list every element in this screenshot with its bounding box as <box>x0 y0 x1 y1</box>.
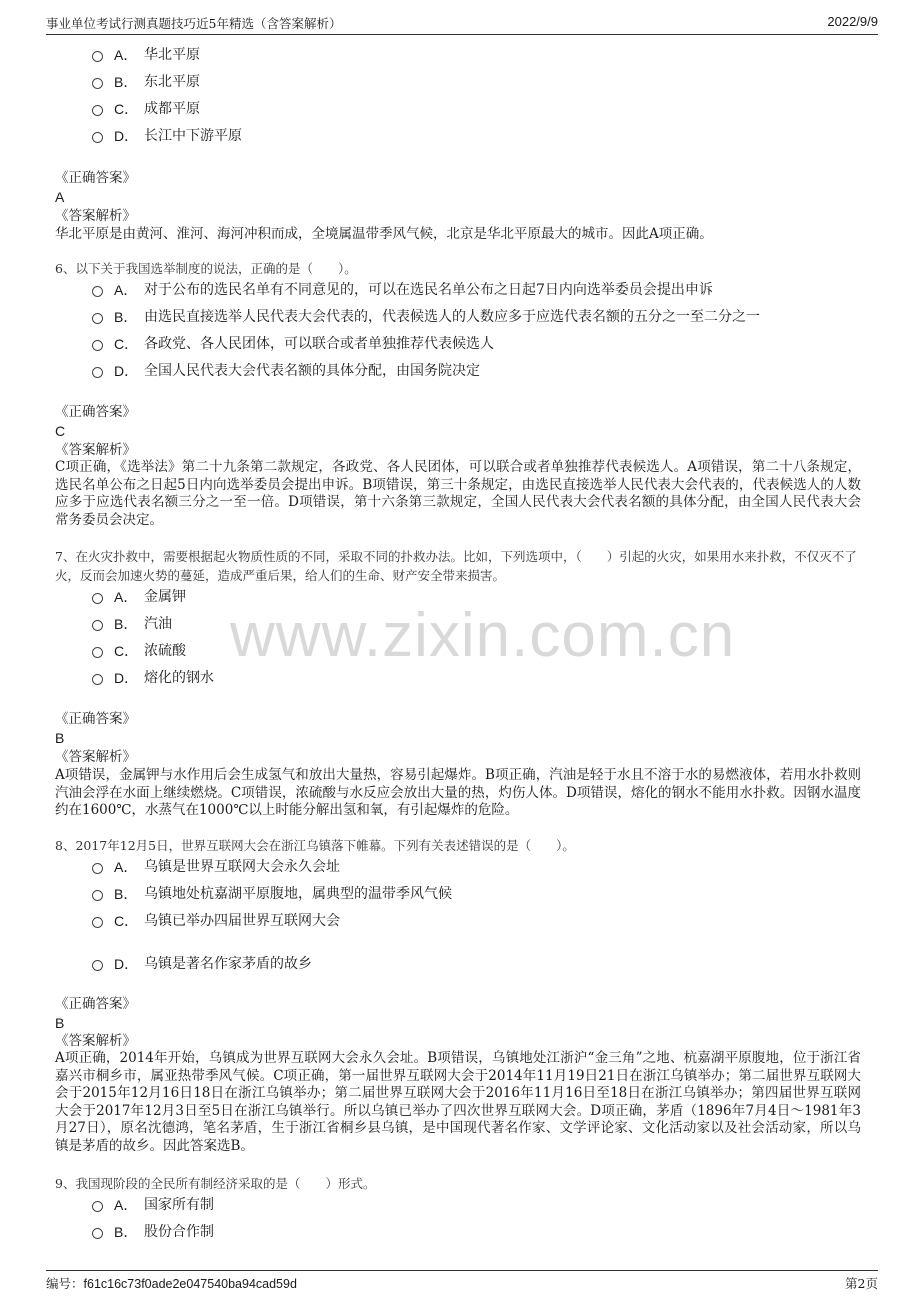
answer-label: 《正确答案》 <box>55 996 136 1012</box>
radio-icon[interactable] <box>92 51 103 62</box>
header-date: 2022/9/9 <box>827 14 878 29</box>
radio-icon[interactable] <box>92 78 103 89</box>
radio-icon[interactable] <box>92 105 103 116</box>
q5-analysis: 华北平原是由黄河、淮河、海河冲积而成，全境属温带季风气候，北京是华北平原最大的城市。因此A项正确。 <box>55 226 713 242</box>
radio-icon[interactable] <box>92 1228 103 1239</box>
document-code: 编号：f61c16c73f0ade2e047540ba94cad59d <box>46 1276 297 1291</box>
q9-stem: 9、我国现阶段的全民所有制经济采取的是（ ）形式。 <box>55 1176 376 1191</box>
page-footer <box>46 1270 878 1294</box>
q6-analysis: C项正确，《选举法》第二十九条第二款规定，各政党、各人民团体，可以联合或者单独推荐代表候选人。A项错误，第二十八条规定，选民名单公布之日起5日内向选举委员会提出申诉。B项错误，第三十条规定，由选民直接选举人民代表大会代表的，代表候选人的人数应多于应选代表名额三分之一至一倍。D项错误，第十六条第三款规定，全国人民代表大会代表名额的具体分配，由全国人民代表大会常务委员会决定。 <box>55 459 861 528</box>
page-header <box>46 14 878 35</box>
q7-analysis: A项错误，金属钾与水作用后会生成氢气和放出大量热，容易引起爆炸。B项正确，汽油是轻于水且不溶于水的易燃液体，若用水扑救则汽油会浮在水面上继续燃烧。C项错误，浓硫酸与水反应会放出大量的热，灼伤人体。D项错误，熔化的钢水不能用水扑救。因钢水温度约在1600℃，水蒸气在1000℃以上时能分解出氢和氧，有引起爆炸的危险。 <box>55 767 861 818</box>
q8-stem: 8、2017年12月5日，世界互联网大会在浙江乌镇落下帷幕。下列有关表述错误的是（ ）。 <box>55 838 575 853</box>
q8-analysis: A项正确，2014年开始，乌镇成为世界互联网大会永久会址。B项错误，乌镇地处江浙沪“金三角”之地、杭嘉湖平原腹地，位于浙江省嘉兴市桐乡市，属亚热带季风气候。C项正确，第一届世界互联网大会于2014年11月19日21日在浙江乌镇举办；第二届世界互联网大会于2015年12月16日18日在浙江乌镇举办；第二届世界互联网大会于2016年11月16日至18日在浙江乌镇举办；第四届世界互联网大会于2017年12月3日至5日在浙江乌镇举行。所以乌镇已举办了四次世界互联网大会。D项正确，茅盾（1896年7月4日～1981年3月27日），原名沈德鸿，笔名茅盾，生于浙江省桐乡县乌镇，是中国现代著名作家、文学评论家、文化活动家以及社会活动家，所以乌镇是茅盾的故乡。因此答案选B。 <box>55 1050 861 1154</box>
document-title: 事业单位考试行测真题技巧近5年精选（含答案解析） <box>46 16 342 31</box>
analysis-label: 《答案解析》 <box>55 208 136 224</box>
q7-stem: 7、在火灾扑救中，需要根据起火物质性质的不同，采取不同的扑救办法。比如，下列选项中，（ ）引起的火灾，如果用水来扑救，不仅灭不了火，反而会加速火势的蔓延，造成严重后果，给人们的生命、财产安全带来损害。 <box>55 549 857 583</box>
radio-icon[interactable] <box>92 340 103 351</box>
radio-icon[interactable] <box>92 593 103 604</box>
radio-icon[interactable] <box>92 620 103 631</box>
radio-icon[interactable] <box>92 367 103 378</box>
q7-answer: B <box>55 730 65 746</box>
radio-icon[interactable] <box>92 960 103 971</box>
watermark: www.zixin.com.cn <box>230 601 736 670</box>
answer-label: 《正确答案》 <box>55 711 136 727</box>
answer-label: 《正确答案》 <box>55 170 136 186</box>
radio-icon[interactable] <box>92 286 103 297</box>
page-number: 第2页 <box>845 1276 878 1291</box>
radio-icon[interactable] <box>92 1201 103 1212</box>
radio-icon[interactable] <box>92 863 103 874</box>
analysis-label: 《答案解析》 <box>55 749 136 765</box>
analysis-label: 《答案解析》 <box>55 442 136 458</box>
q5-answer: A <box>55 189 65 205</box>
q6-answer: C <box>55 423 66 439</box>
radio-icon[interactable] <box>92 890 103 901</box>
radio-icon[interactable] <box>92 313 103 324</box>
q6-stem: 6、以下关于我国选举制度的说法，正确的是（ ）。 <box>55 261 357 276</box>
radio-icon[interactable] <box>92 917 103 928</box>
radio-icon[interactable] <box>92 674 103 685</box>
q8-answer: B <box>55 1015 65 1031</box>
answer-label: 《正确答案》 <box>55 404 136 420</box>
radio-icon[interactable] <box>92 647 103 658</box>
analysis-label: 《答案解析》 <box>55 1033 136 1049</box>
radio-icon[interactable] <box>92 132 103 143</box>
